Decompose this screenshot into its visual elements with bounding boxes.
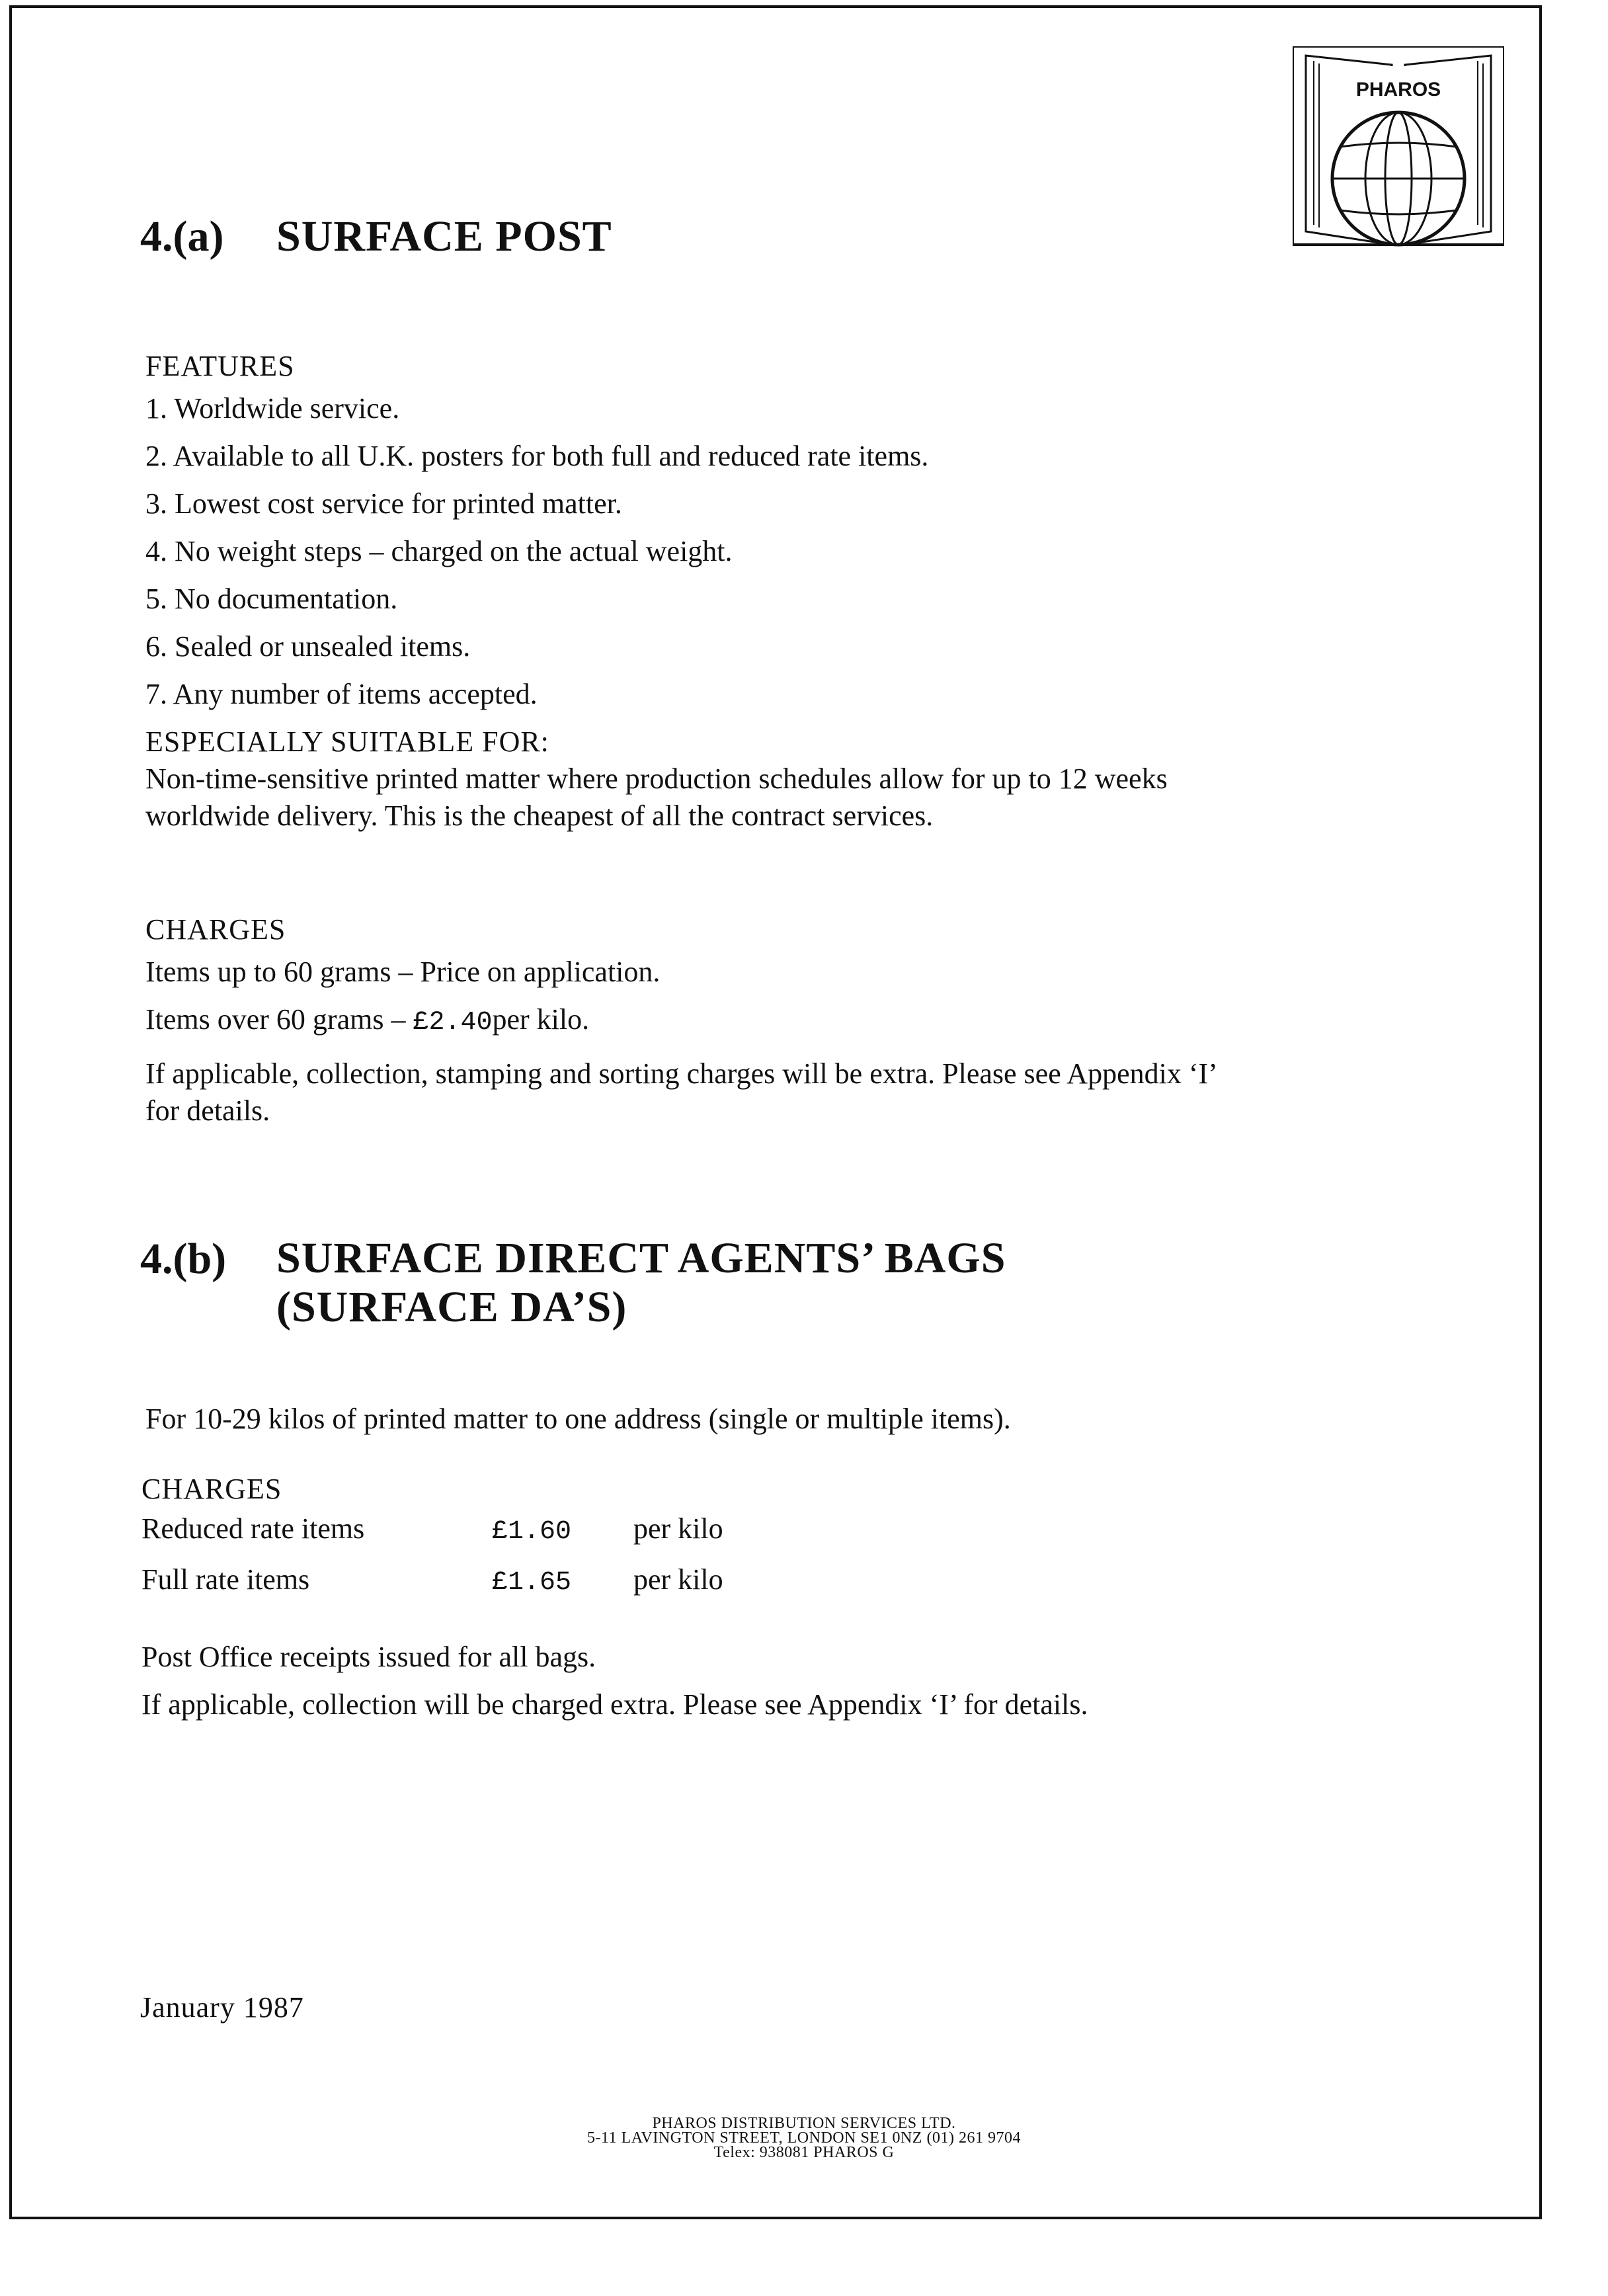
- charges-a-heading: CHARGES: [145, 913, 286, 946]
- feature-item: 1. Worldwide service.: [145, 392, 400, 425]
- rate-label: Reduced rate items: [141, 1512, 365, 1545]
- collection-note: If applicable, collection will be charged extra. Please see Appendix ‘I’ for details.: [141, 1688, 1088, 1721]
- section-b-title-line: (SURFACE DA’S): [276, 1283, 627, 1331]
- section-b-notes: [141, 1633, 1088, 1729]
- charge-line: [145, 996, 660, 1047]
- rate-unit: per kilo: [633, 1512, 723, 1545]
- suitable-line: worldwide delivery. This is the cheapest of all the contract services.: [145, 800, 934, 832]
- globe-book-icon: [1293, 46, 1504, 258]
- suitable-heading: ESPECIALLY SUITABLE FOR:: [145, 725, 549, 758]
- feature-item: 2. Available to all U.K. posters for both full and reduced rate items.: [145, 440, 929, 472]
- rate-value: £1.65: [492, 1568, 572, 1598]
- rate-row: [141, 1556, 723, 1607]
- footer-address: 5-11 LAVINGTON STREET, LONDON SE1 0NZ (01) 261 9704: [587, 2129, 1021, 2147]
- rate-value: £1.60: [492, 1517, 572, 1547]
- charges-a-list: [145, 948, 660, 1047]
- section-b-number: 4.(b): [140, 1235, 227, 1283]
- charge-line: Items up to 60 grams – Price on application.: [145, 956, 661, 988]
- feature-item: 4. No weight steps – charged on the actual weight.: [145, 535, 733, 567]
- rate-label: Full rate items: [141, 1563, 310, 1596]
- footer: [0, 2116, 1608, 2160]
- receipts-note: Post Office receipts issued for all bags.: [141, 1641, 596, 1673]
- section-a-title: SURFACE POST: [276, 212, 612, 261]
- features-heading: FEATURES: [145, 350, 295, 382]
- document-date: January 1987: [140, 1991, 304, 2024]
- charge-2-value: £2.40: [413, 1008, 493, 1038]
- rate-unit: per kilo: [633, 1563, 723, 1596]
- section-b-title-line: SURFACE DIRECT AGENTS’ BAGS: [276, 1234, 1006, 1282]
- charge-2-suffix: per kilo.: [492, 1003, 590, 1036]
- section-b-intro: For 10-29 kilos of printed matter to one address (single or multiple items).: [145, 1403, 1011, 1435]
- note-line: for details.: [145, 1094, 270, 1127]
- feature-item: 7. Any number of items accepted.: [145, 678, 538, 710]
- suitable-line: Non-time-sensitive printed matter where production schedules allow for up to 12 weeks: [145, 762, 1168, 795]
- charges-b-heading: CHARGES: [141, 1473, 282, 1505]
- footer-company: PHAROS DISTRIBUTION SERVICES LTD.: [652, 2115, 956, 2132]
- note-line: If applicable, collection, stamping and sorting charges will be extra. Please see Appendix ‘I’: [145, 1057, 1218, 1090]
- feature-item: 6. Sealed or unsealed items.: [145, 630, 471, 663]
- footer-telex: Telex: 938081 PHAROS G: [713, 2144, 895, 2161]
- suitable-text: [145, 760, 1168, 835]
- logo-text: PHAROS: [1355, 79, 1441, 101]
- section-b-title: [276, 1234, 1006, 1332]
- rate-row: [141, 1505, 723, 1556]
- rates-table: [141, 1505, 723, 1607]
- pharos-logo: [1293, 46, 1504, 258]
- section-a-number: 4.(a): [140, 212, 224, 261]
- feature-item: 3. Lowest cost service for printed matter.: [145, 487, 622, 520]
- feature-item: 5. No documentation.: [145, 583, 398, 615]
- features-list: [145, 385, 928, 718]
- charges-a-note: [145, 1055, 1218, 1129]
- charge-2-prefix: Items over 60 grams –: [145, 1003, 406, 1036]
